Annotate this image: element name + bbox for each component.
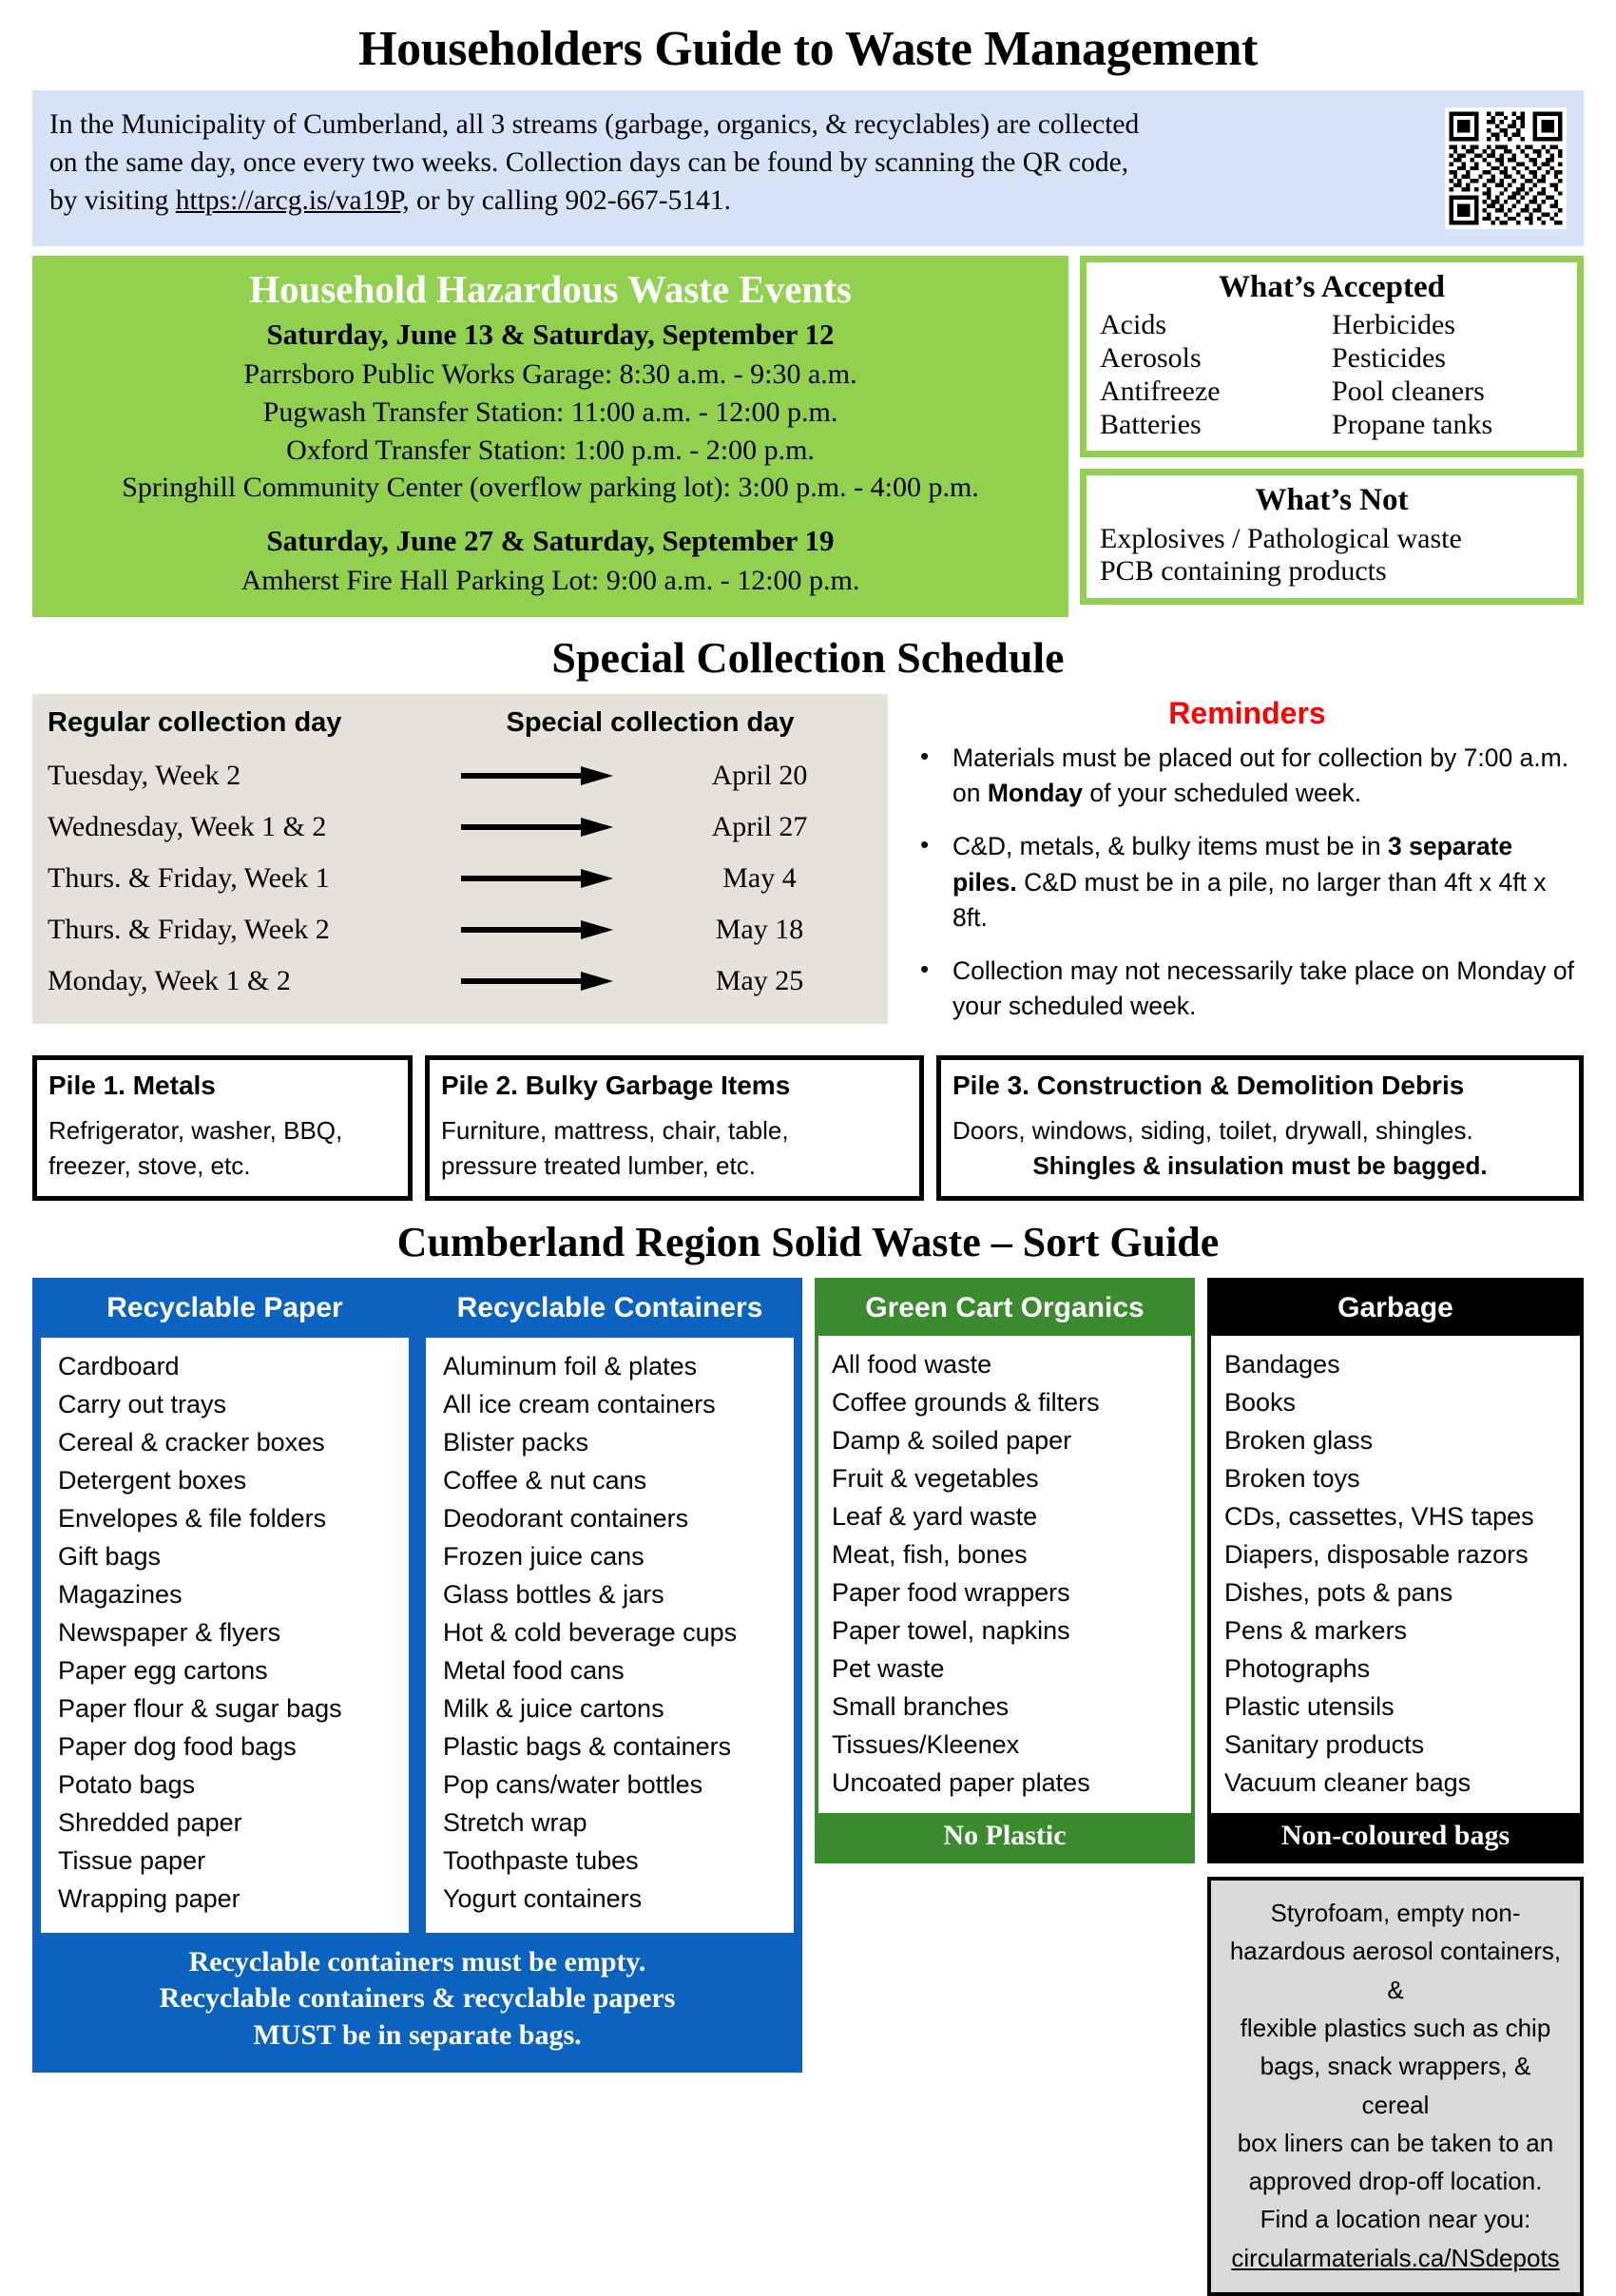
list-item: Tissues/Kleenex: [832, 1729, 1020, 1759]
dropoff-line: flexible plastics such as chip bags, snack wrappers, & cereal: [1240, 2013, 1551, 2119]
intro-line-3: [49, 182, 1432, 220]
column-header-special: Special collection day: [506, 706, 795, 738]
list-item: All ice cream containers: [443, 1389, 716, 1418]
right-arrow-icon: [428, 765, 646, 786]
list-item: Deodorant containers: [443, 1503, 689, 1533]
reminder-pre: Collection may not necessarily take place on Monday of your scheduled week.: [952, 955, 1575, 1021]
intro-line-3-suffix: or by calling 902-667-5141.: [409, 185, 731, 217]
dropoff-note-box: [1207, 1877, 1584, 2296]
table-row: [48, 853, 873, 904]
list-item: Broken toys: [1224, 1463, 1360, 1493]
depot-finder-link[interactable]: circularmaterials.ca/NSdepots: [1231, 2243, 1560, 2272]
list-item: Shredded paper: [58, 1807, 242, 1837]
whats-not-accepted-box: [1080, 469, 1584, 605]
list-item: Glass bottles & jars: [443, 1579, 664, 1609]
reminder-item: [911, 829, 1584, 936]
regular-day: Wednesday, Week 1 & 2: [48, 810, 327, 842]
list-item: Paper food wrappers: [832, 1577, 1070, 1607]
schedule-section-title: Special Collection Schedule: [551, 632, 1065, 682]
list-item: Bandages: [1224, 1349, 1340, 1379]
collection-map-link[interactable]: https://arcg.is/va19P,: [175, 185, 410, 217]
accepted-item: Batteries: [1100, 408, 1202, 440]
sort-guide-title: Cumberland Region Solid Waste – Sort Guide: [396, 1219, 1220, 1266]
accepted-item: Propane tanks: [1332, 408, 1493, 440]
right-arrow-icon: [428, 971, 646, 992]
accepted-item: Herbicides: [1332, 309, 1455, 341]
list-item: Meat, fish, bones: [832, 1539, 1028, 1569]
table-row: [48, 801, 873, 853]
list-item: Hot & cold beverage cups: [443, 1617, 738, 1647]
table-row: [48, 955, 873, 1007]
list-item: Tissue paper: [58, 1845, 206, 1875]
special-day: May 18: [715, 913, 804, 945]
spacer: [42, 507, 1059, 522]
table-row: [48, 750, 873, 801]
list-item: Paper towel, napkins: [832, 1615, 1070, 1645]
sort-guide-columns: [32, 1278, 1584, 2296]
list-item: Potato bags: [58, 1769, 196, 1799]
list-item: Diapers, disposable razors: [1224, 1539, 1529, 1569]
hhw-event-2-1: Amherst Fire Hall Parking Lot: 9:00 a.m. - 12:00 p.m.: [240, 565, 860, 597]
special-day: April 27: [711, 810, 808, 842]
dropoff-prefix: Find a location near you:: [1260, 2205, 1531, 2234]
hhw-date-1: Saturday, June 13 & Saturday, September 12: [266, 318, 835, 352]
garbage-header: Garbage: [1211, 1282, 1580, 1336]
organics-list: [818, 1336, 1191, 1813]
pile-line: Furniture, mattress, chair, table,: [441, 1115, 789, 1145]
garbage-column: [1207, 1278, 1584, 1863]
pile-body: [952, 1113, 1568, 1185]
whats-accepted-box: [1080, 256, 1584, 457]
list-item: Yogurt containers: [443, 1883, 643, 1913]
schedule-and-reminders: [32, 694, 1584, 1042]
list-item: Wrapping paper: [58, 1883, 240, 1913]
list-item: Sanitary products: [1224, 1729, 1425, 1759]
regular-day: Thurs. & Friday, Week 1: [48, 861, 330, 894]
list-item: Cereal & cracker boxes: [58, 1427, 325, 1457]
regular-day: Thurs. & Friday, Week 2: [48, 913, 330, 945]
recyclables-footer-note: [32, 1933, 802, 2073]
hhw-event-1-2: Pugwash Transfer Station: 11:00 a.m. - 12:00 p.m.: [262, 396, 838, 429]
list-item: Detergent boxes: [58, 1465, 247, 1495]
pile-body: [48, 1113, 396, 1185]
recyclable-containers-column: [417, 1278, 802, 1933]
reminder-pre: Materials must be placed out for collection by 7:00 a.m. on: [952, 743, 1569, 808]
reminders-title: Reminders: [1168, 695, 1326, 730]
list-item: Damp & soiled paper: [832, 1425, 1072, 1455]
list-item: Fruit & vegetables: [832, 1463, 1039, 1493]
pile-3-box: [936, 1055, 1584, 1201]
list-item: Leaf & yard waste: [832, 1501, 1038, 1531]
hhw-date-2: Saturday, June 27 & Saturday, September 19: [266, 523, 835, 557]
list-item: Uncoated paper plates: [832, 1767, 1090, 1797]
list-item: Plastic bags & containers: [443, 1731, 732, 1761]
pile-boxes: [32, 1055, 1584, 1201]
list-item: Carry out trays: [58, 1389, 227, 1418]
special-day: May 4: [722, 861, 797, 894]
green-cart-organics-column: [815, 1278, 1195, 1863]
list-item: Stretch wrap: [443, 1807, 587, 1837]
recyclable-paper-header: Recyclable Paper: [41, 1286, 409, 1338]
whats-accepted-title: What’s Accepted: [1219, 270, 1445, 304]
recyclable-containers-header: Recyclable Containers: [426, 1286, 794, 1338]
right-arrow-icon: [428, 817, 646, 838]
list-item: Coffee grounds & filters: [832, 1387, 1100, 1417]
list-item: Toothpaste tubes: [443, 1845, 639, 1875]
not-accepted-item: PCB containing products: [1100, 555, 1387, 588]
accepted-item: Aerosols: [1100, 342, 1202, 375]
reminder-post: of your scheduled week.: [1082, 779, 1362, 808]
page-title: Householders Guide to Waste Management: [358, 22, 1258, 76]
column-header-regular: Regular collection day: [48, 706, 342, 738]
pile-line: freezer, stove, etc.: [48, 1151, 251, 1181]
list-item: Newspaper & flyers: [58, 1617, 281, 1647]
right-arrow-icon: [428, 919, 646, 940]
list-item: Aluminum foil & plates: [443, 1351, 698, 1380]
accepted-column-1: [1100, 309, 1332, 441]
organics-header: Green Cart Organics: [818, 1282, 1191, 1336]
pile-bold-line: Shingles & insulation must be bagged.: [1032, 1151, 1488, 1181]
accepted-column-2: [1332, 309, 1564, 441]
reminder-bold: Monday: [987, 779, 1083, 808]
dropoff-line: box liners can be taken to an approved drop-off location.: [1237, 2128, 1554, 2196]
list-item: Frozen juice cans: [443, 1541, 644, 1571]
accepted-item: Acids: [1100, 309, 1166, 341]
list-item: Plastic utensils: [1224, 1691, 1395, 1721]
organics-footer: No Plastic: [818, 1813, 1191, 1860]
garbage-column-group: [1207, 1278, 1584, 2296]
right-arrow-icon: [428, 868, 646, 889]
special-day: May 25: [715, 964, 804, 996]
list-item: Gift bags: [58, 1541, 162, 1571]
pile-line: Doors, windows, siding, toilet, drywall, shingles.: [952, 1115, 1473, 1145]
regular-day: Tuesday, Week 2: [48, 759, 241, 791]
list-item: Magazines: [58, 1579, 183, 1609]
hhw-side-boxes: [1080, 256, 1584, 617]
list-item: Vacuum cleaner bags: [1224, 1767, 1472, 1797]
hhw-event-1-1: Parrsboro Public Works Garage: 8:30 a.m. - 9:30 a.m.: [243, 358, 857, 391]
list-item: Broken glass: [1224, 1425, 1374, 1455]
reminder-item: [911, 741, 1584, 812]
garbage-footer: Non-coloured bags: [1211, 1813, 1580, 1860]
accepted-item: Pesticides: [1332, 342, 1446, 375]
intro-line-3-prefix: by visiting: [49, 185, 176, 217]
pile-1-box: [32, 1055, 413, 1201]
list-item: Milk & juice cartons: [443, 1693, 664, 1723]
pile-title: Pile 1. Metals: [48, 1071, 216, 1101]
not-accepted-item: Explosives / Pathological waste: [1100, 522, 1462, 554]
pile-body: [441, 1113, 908, 1185]
pile-2-box: [425, 1055, 924, 1201]
accepted-item: Pool cleaners: [1332, 375, 1485, 407]
list-item: Coffee & nut cans: [443, 1465, 647, 1495]
reminder-pre: C&D, metals, & bulky items must be in: [952, 831, 1389, 860]
special-day: April 20: [711, 759, 808, 791]
list-item: All food waste: [832, 1349, 992, 1379]
qr-code-icon[interactable]: [1445, 107, 1567, 229]
hazardous-waste-section: [32, 256, 1584, 617]
dropoff-line-link: [1226, 2200, 1565, 2277]
list-item: Cardboard: [58, 1351, 180, 1380]
special-collection-table: [32, 694, 888, 1024]
list-item: Metal food cans: [443, 1655, 625, 1685]
list-item: CDs, cassettes, VHS tapes: [1224, 1501, 1534, 1531]
accepted-item: Antifreeze: [1100, 375, 1221, 407]
list-item: Paper flour & sugar bags: [58, 1693, 342, 1723]
reminder-item: [911, 954, 1584, 1025]
list-item: Envelopes & file folders: [58, 1503, 327, 1533]
whats-not-title: What’s Not: [1255, 483, 1409, 518]
reminders-panel: [911, 694, 1584, 1042]
recyclables-group: [32, 1278, 802, 2073]
garbage-list: [1211, 1336, 1580, 1813]
pile-line: Refrigerator, washer, BBQ,: [48, 1115, 343, 1145]
footer-line: Recyclable containers must be empty.: [188, 1946, 646, 1978]
intro-line-1: In the Municipality of Cumberland, all 3 streams (garbage, organics, & recyclables) are collected: [49, 109, 1140, 140]
recyclable-containers-list: [426, 1338, 794, 1933]
list-item: Paper dog food bags: [58, 1731, 297, 1761]
dropoff-line: Styrofoam, empty non-hazardous aerosol containers, &: [1229, 1899, 1562, 2004]
pile-title: Pile 2. Bulky Garbage Items: [441, 1071, 791, 1101]
footer-line: Recyclable containers & recyclable papers: [159, 1982, 676, 2015]
table-row: [48, 904, 873, 955]
recyclable-paper-list: [41, 1338, 409, 1933]
pile-title: Pile 3. Construction & Demolition Debris: [952, 1071, 1465, 1101]
reminder-bold: 3 separate piles.: [952, 831, 1513, 897]
list-item: Paper egg cartons: [58, 1655, 268, 1685]
intro-info-box: [32, 90, 1584, 246]
intro-text: [49, 106, 1445, 220]
list-item: Pop cans/water bottles: [443, 1769, 703, 1799]
reminder-post: C&D must be in a pile, no larger than 4ft x 4ft x 8ft.: [952, 867, 1547, 933]
pile-line: pressure treated lumber, etc.: [441, 1151, 756, 1181]
recyclable-paper-column: [32, 1278, 417, 1933]
table-header-row: [48, 707, 873, 750]
hhw-event-1-3: Oxford Transfer Station: 1:00 p.m. - 2:00 p.m.: [286, 434, 815, 466]
intro-line-2: on the same day, once every two weeks. Collection days can be found by scanning the QR code,: [49, 147, 1129, 179]
list-item: Blister packs: [443, 1427, 589, 1457]
list-item: Dishes, pots & pans: [1224, 1577, 1453, 1607]
list-item: Pet waste: [832, 1653, 945, 1683]
reminders-list: [911, 741, 1584, 1025]
regular-day: Monday, Week 1 & 2: [48, 964, 291, 996]
hhw-title: Household Hazardous Waste Events: [249, 267, 852, 311]
list-item: Small branches: [832, 1691, 1010, 1721]
list-item: Photographs: [1224, 1653, 1371, 1683]
footer-line: MUST be in separate bags.: [253, 2018, 582, 2051]
list-item: Books: [1224, 1387, 1297, 1417]
hhw-event-1-4: Springhill Community Center (overflow parking lot): 3:00 p.m. - 4:00 p.m.: [122, 472, 979, 504]
not-accepted-list: [1100, 523, 1564, 589]
list-item: Pens & markers: [1224, 1615, 1408, 1645]
hhw-events-panel: [32, 256, 1068, 617]
